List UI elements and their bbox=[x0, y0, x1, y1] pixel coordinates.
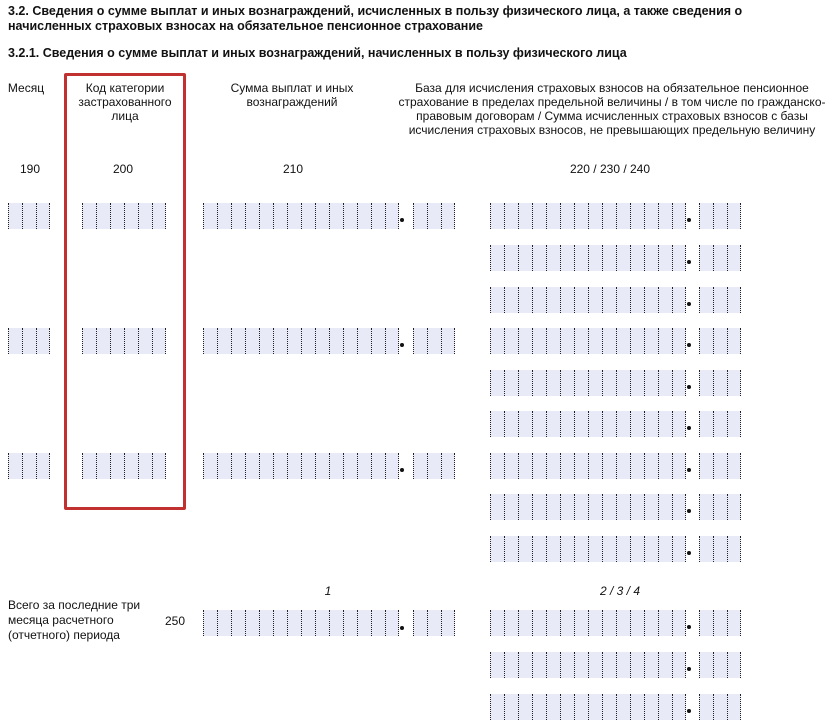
base-kopecks-field[interactable] bbox=[699, 287, 741, 313]
base-amount-field[interactable] bbox=[490, 203, 686, 229]
category-code-highlight bbox=[64, 73, 186, 510]
total-sum-payments-field[interactable] bbox=[203, 610, 399, 636]
decimal-point bbox=[687, 218, 691, 222]
base-kopecks-field[interactable] bbox=[699, 370, 741, 396]
decimal-point bbox=[687, 709, 691, 713]
decimal-point bbox=[400, 468, 404, 472]
total-base-kopecks-field[interactable] bbox=[699, 652, 741, 678]
decimal-point bbox=[687, 509, 691, 513]
total-base-kopecks-field[interactable] bbox=[699, 694, 741, 720]
decimal-point bbox=[687, 468, 691, 472]
total-base-kopecks-field[interactable] bbox=[699, 610, 741, 636]
sum-payments-kopecks-field[interactable] bbox=[413, 328, 455, 354]
total-base-amount-field[interactable] bbox=[490, 694, 686, 720]
decimal-point bbox=[400, 626, 404, 630]
total-base-amount-field[interactable] bbox=[490, 652, 686, 678]
section-title-3-2: 3.2. Сведения о сумме выплат и иных вознаграждений, исчисленных в пользу физического лица, а также сведения о начисленных страховых взносах на обязательное пенсионное страхование bbox=[8, 4, 743, 33]
category-code-field[interactable] bbox=[82, 328, 166, 354]
line-code-200: 200 bbox=[112, 162, 134, 176]
decimal-point bbox=[400, 343, 404, 347]
base-kopecks-field[interactable] bbox=[699, 328, 741, 354]
decimal-point bbox=[687, 667, 691, 671]
decimal-point bbox=[687, 625, 691, 629]
column-header-category-code: Код категории застрахованного лица bbox=[78, 81, 172, 123]
sum-payments-field[interactable] bbox=[203, 203, 399, 229]
sum-payments-field[interactable] bbox=[203, 328, 399, 354]
month-field[interactable] bbox=[8, 203, 50, 229]
column-header-base: База для исчисления страховых взносов на обязательное пенсионное страхование в пределах предельной величины / в том числе по гражданско-правовым договорам / Сумма исчисленных страховых взносов с базы исчисления страховых взносов, не превышающих предельную величину bbox=[398, 81, 826, 137]
line-code-190: 190 bbox=[19, 162, 41, 176]
base-amount-field[interactable] bbox=[490, 536, 686, 562]
base-kopecks-field[interactable] bbox=[699, 536, 741, 562]
line-code-250: 250 bbox=[164, 614, 186, 628]
decimal-point bbox=[400, 218, 404, 222]
decimal-point bbox=[687, 551, 691, 555]
base-amount-field[interactable] bbox=[490, 370, 686, 396]
total-column-1-label: 1 bbox=[324, 584, 332, 598]
base-amount-field[interactable] bbox=[490, 245, 686, 271]
base-kopecks-field[interactable] bbox=[699, 494, 741, 520]
base-kopecks-field[interactable] bbox=[699, 245, 741, 271]
base-kopecks-field[interactable] bbox=[699, 411, 741, 437]
month-field[interactable] bbox=[8, 453, 50, 479]
base-amount-field[interactable] bbox=[490, 287, 686, 313]
sum-payments-kopecks-field[interactable] bbox=[413, 453, 455, 479]
section-title-3-2-1: 3.2.1. Сведения о сумме выплат и иных вознаграждений, начисленных в пользу физического лица bbox=[8, 46, 627, 60]
decimal-point bbox=[687, 302, 691, 306]
line-code-220-230-240: 220 / 230 / 240 bbox=[569, 162, 651, 176]
column-header-sum-payments: Сумма выплат и иных вознаграждений bbox=[230, 81, 354, 109]
sum-payments-field[interactable] bbox=[203, 453, 399, 479]
base-amount-field[interactable] bbox=[490, 328, 686, 354]
decimal-point bbox=[687, 260, 691, 264]
decimal-point bbox=[687, 426, 691, 430]
column-header-month: Месяц bbox=[7, 81, 45, 95]
category-code-field[interactable] bbox=[82, 453, 166, 479]
total-column-234-label: 2 / 3 / 4 bbox=[599, 584, 641, 598]
decimal-point bbox=[687, 343, 691, 347]
base-amount-field[interactable] bbox=[490, 494, 686, 520]
line-code-210: 210 bbox=[282, 162, 304, 176]
base-amount-field[interactable] bbox=[490, 411, 686, 437]
total-label: Всего за последние три месяца расчетного (отчетного) периода bbox=[8, 598, 141, 642]
month-field[interactable] bbox=[8, 328, 50, 354]
sum-payments-kopecks-field[interactable] bbox=[413, 203, 455, 229]
category-code-field[interactable] bbox=[82, 203, 166, 229]
base-amount-field[interactable] bbox=[490, 453, 686, 479]
base-kopecks-field[interactable] bbox=[699, 453, 741, 479]
total-sum-payments-kopecks-field[interactable] bbox=[413, 610, 455, 636]
base-kopecks-field[interactable] bbox=[699, 203, 741, 229]
total-base-amount-field[interactable] bbox=[490, 610, 686, 636]
decimal-point bbox=[687, 385, 691, 389]
